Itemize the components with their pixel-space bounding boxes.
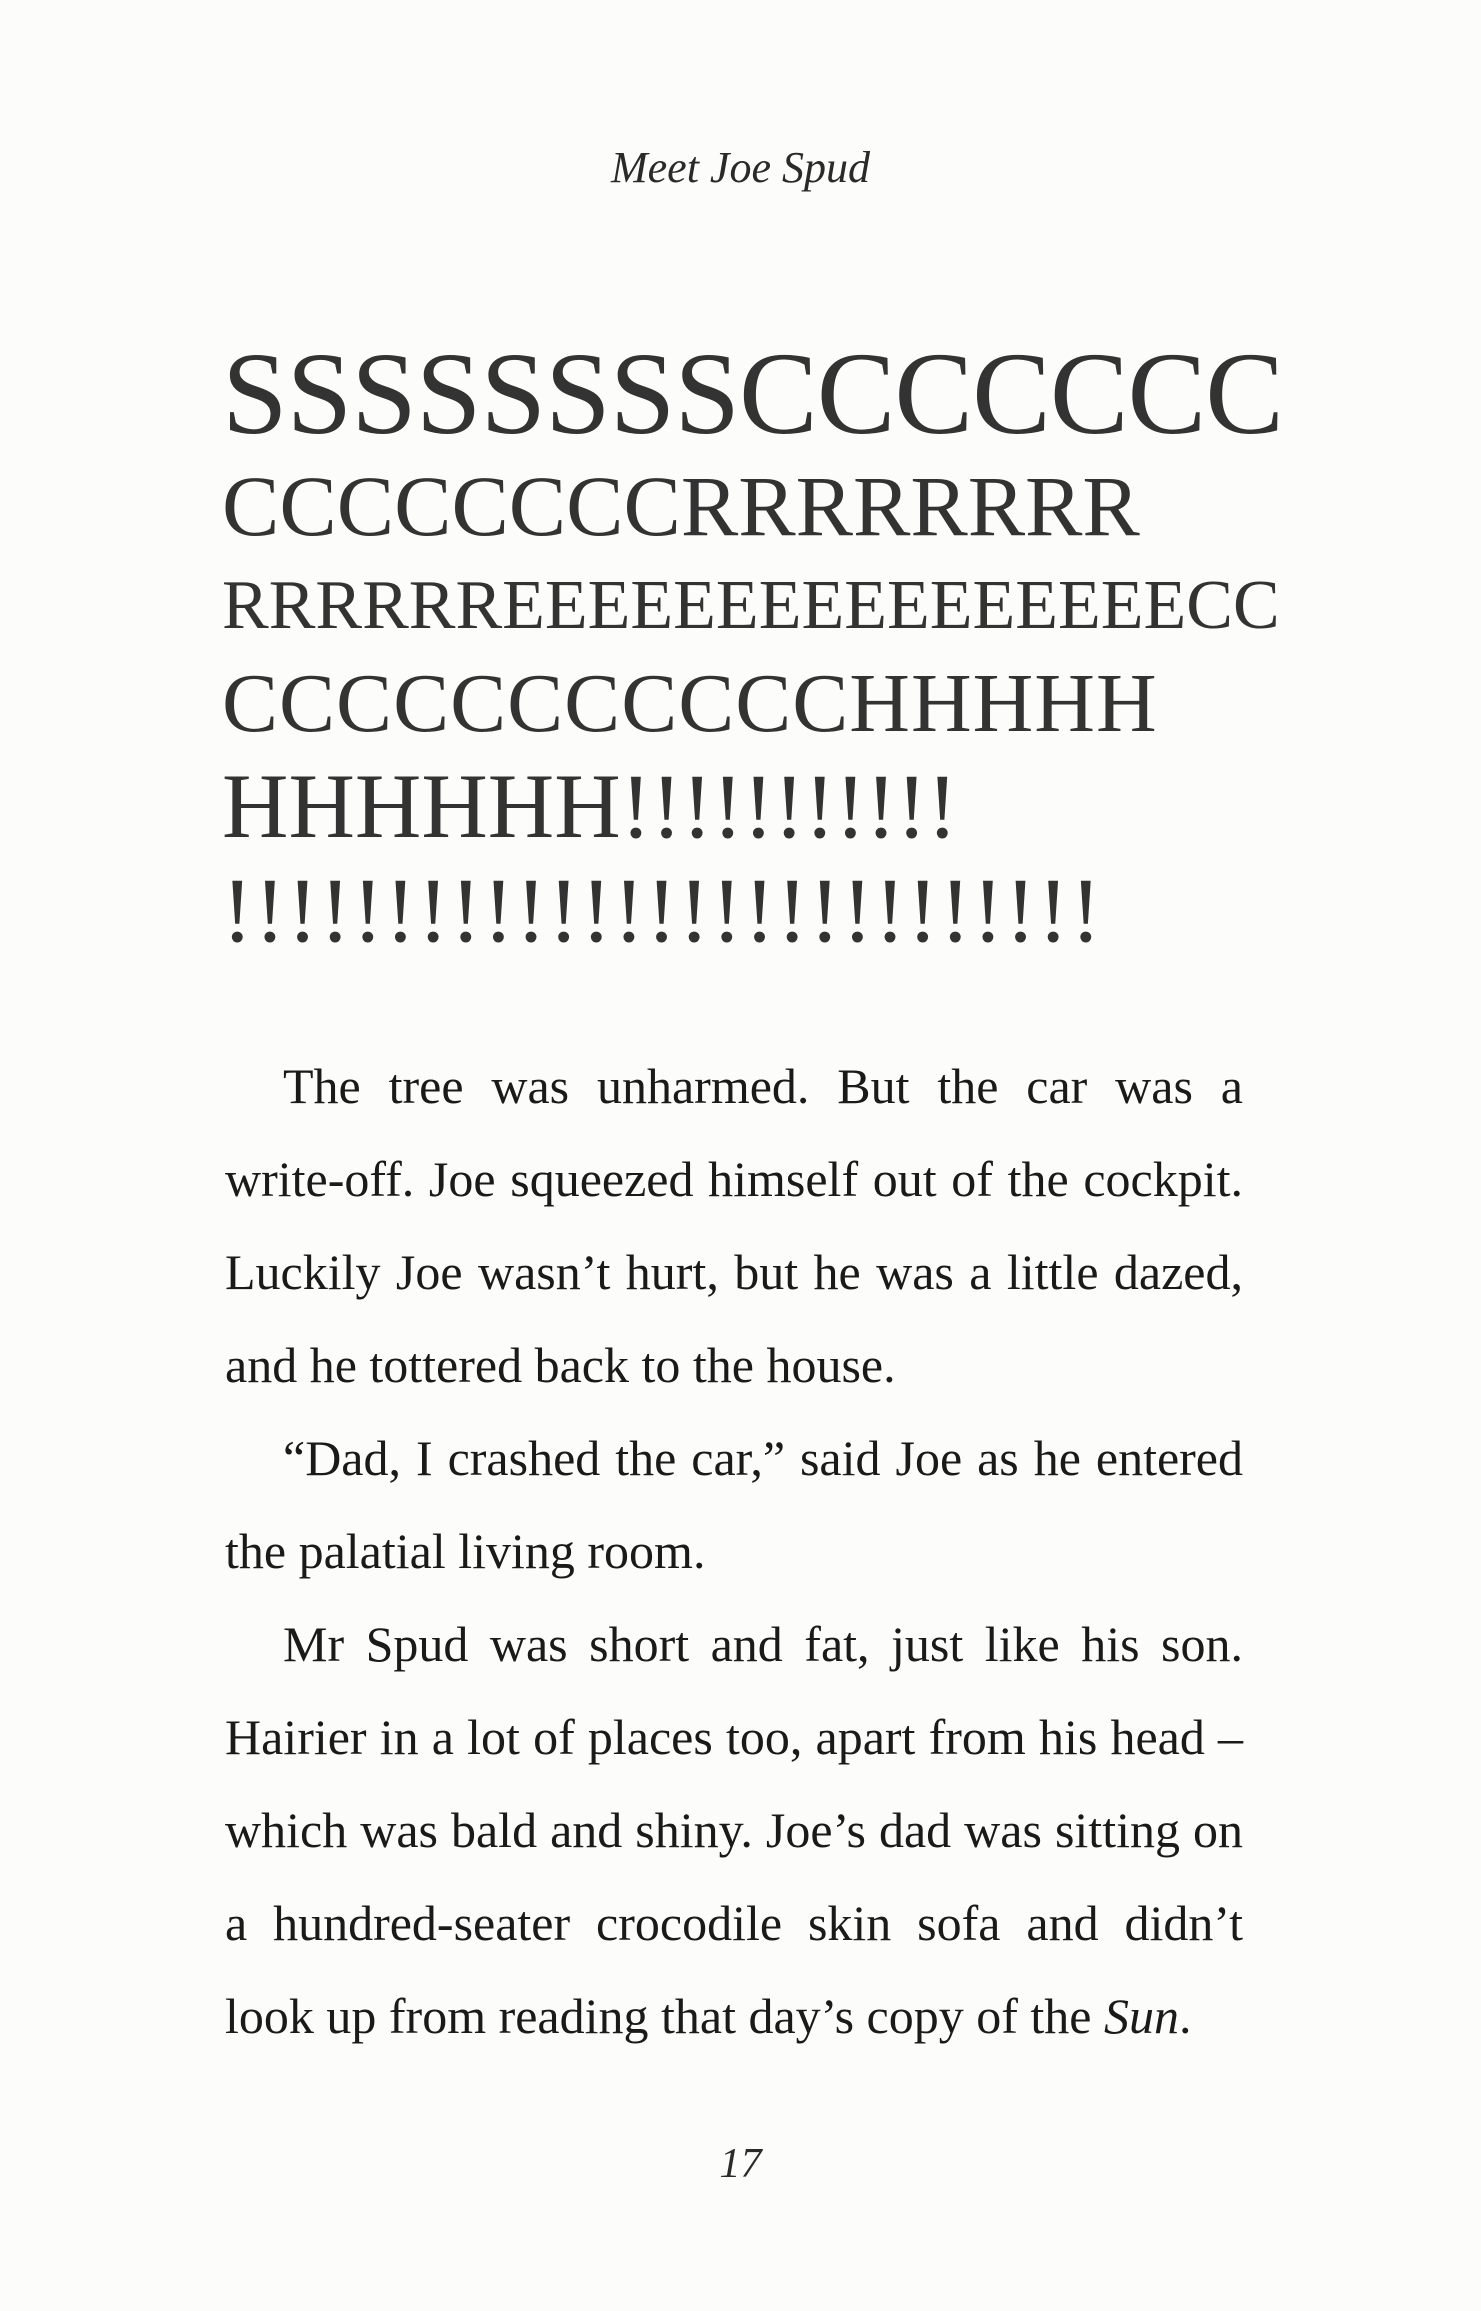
page-number: 17 (719, 2141, 762, 2187)
sound-effect (222, 328, 1283, 962)
sound-effect-line-5: HHHHHH!!!!!!!!!!! (222, 755, 958, 857)
paragraph-3 (225, 1598, 1243, 2063)
newspaper-name: Sun (1103, 1988, 1179, 2044)
body-text (225, 1040, 1243, 2063)
paragraph-1: The tree was unharmed. But the car was a write-off. Joe squeezed himself out of the cockpit. Luckily Joe wasn’t hurt, but he was a little dazed, and he tottered back to the house. (225, 1058, 1243, 1393)
sound-effect-line-1: SSSSSSSSCCCCCCC (222, 328, 1283, 459)
paragraph-3-text: Mr Spud was short and fat, just like his son. Hairier in a lot of places too, apart from his head – which was bald and shiny. Joe’s dad was sitting on a hundred-seater crocodile skin sofa and didn’t look up from reading that day’s copy of the (225, 1616, 1243, 2044)
final-period: . (1178, 1988, 1192, 2044)
running-head: Meet Joe Spud (611, 143, 870, 192)
paragraph-2: “Dad, I crashed the car,” said Joe as he entered the palatial living room. (225, 1430, 1243, 1579)
sound-effect-line-6: !!!!!!!!!!!!!!!!!!!!!!!!!!! (222, 859, 1104, 961)
sound-effect-line-3: RRRRRREEEEEEEEEEEEEEEECC (222, 567, 1280, 644)
sound-effect-line-4: CCCCCCCCCCCHHHHH (222, 657, 1158, 750)
sound-effect-line-2: CCCCCCCCRRRRRRRR (222, 458, 1140, 554)
